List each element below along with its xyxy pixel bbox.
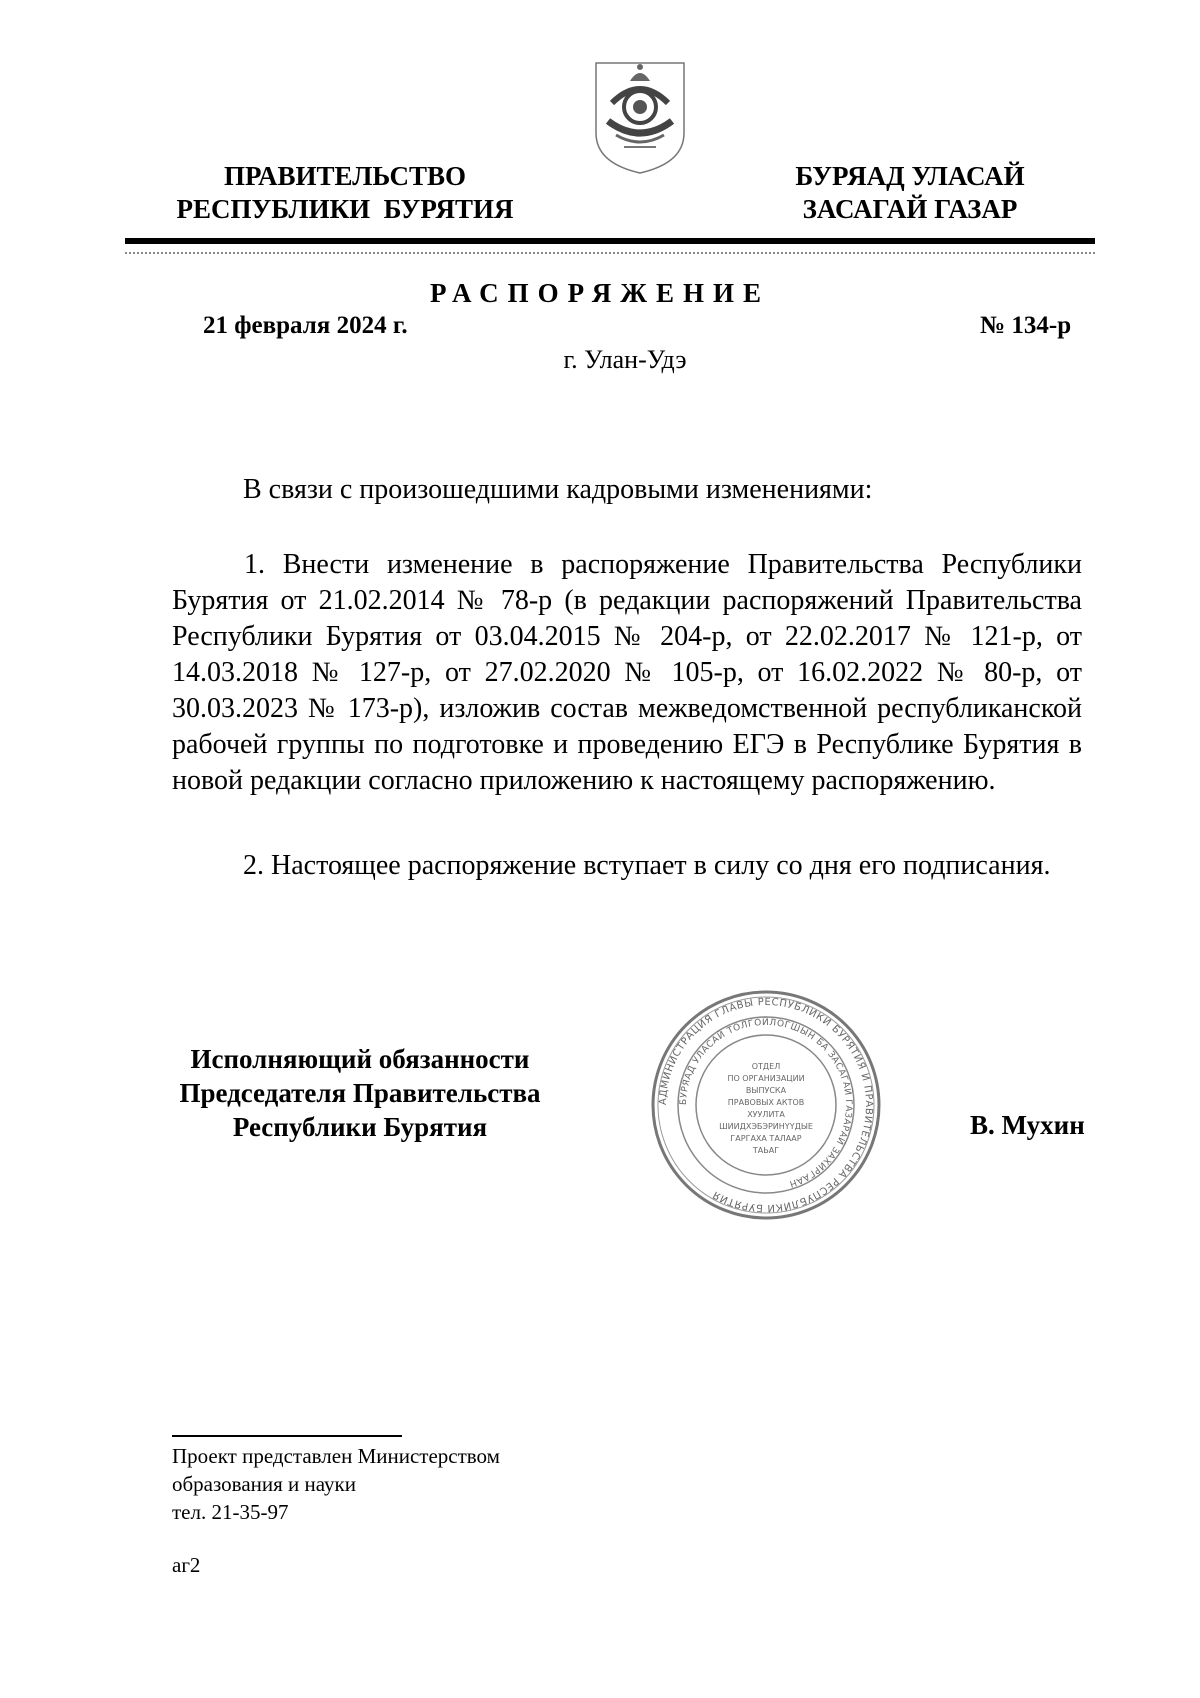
seal-center-line-7: ГАРГАХА ТАЛААР bbox=[730, 1134, 802, 1143]
seal-center-line-6: ШИИДХЭБЭРИНҮҮДЫЕ bbox=[719, 1122, 813, 1131]
document-code: аг2 bbox=[172, 1553, 201, 1577]
document-number: № 134-р bbox=[980, 312, 1072, 339]
coat-of-arms-icon bbox=[590, 55, 690, 177]
intro-paragraph: В связи с произошедшими кадровыми изменениями: bbox=[243, 474, 873, 505]
item-2-paragraph: 2. Настоящее распоряжение вступает в силу со дня его подписания. bbox=[243, 850, 1051, 881]
header-right-title bbox=[760, 160, 1060, 226]
header-left-line-1: ПРАВИТЕЛЬСТВО bbox=[223, 161, 467, 191]
seal-center-line-5: ХУУЛИТА bbox=[747, 1110, 785, 1119]
seal-outer-text: АДМИНИСТРАЦИЯ ГЛАВЫ РЕСПУБЛИКИ БУРЯТИЯ И ПРАВИТЕЛЬСТВА РЕСПУБЛИКИ БУРЯТИЯ bbox=[657, 996, 875, 1214]
header-divider-thick bbox=[125, 238, 1095, 244]
signatory-title-line-1: Исполняющий обязанности bbox=[190, 1044, 530, 1074]
signatory-title bbox=[160, 1042, 560, 1144]
footnote-divider bbox=[172, 1435, 402, 1437]
seal-center-line-4: ПРАВОВЫХ АКТОВ bbox=[727, 1098, 805, 1107]
official-seal-stamp bbox=[648, 987, 884, 1223]
header-right-line-2: ЗАСАГАЙ ГАЗАР bbox=[802, 194, 1018, 224]
item-1-paragraph: 1. Внести изменение в распоряжение Правительства Республики Бурятия от 21.02.2014 № 78-р (в редакции распоряжений Правительства Республики Бурятия от 03.04.2015 № 204-р, от 22.02.2017 № 121-р, от 14.03.2018 № 127-р, от 27.02.2020 № 105-р, от 16.02.2022 № 80-р, от 30.03.2023 № 173-р), изложив состав межведомственной республиканской рабочей группы по подготовке и проведению ЕГЭ в Республике Бурятия в новой редакции согласно приложению к настоящему распоряжению. bbox=[172, 549, 1082, 796]
signatory-name: В. Мухин bbox=[970, 1110, 1085, 1140]
seal-center-line-2: ПО ОРГАНИЗАЦИИ bbox=[727, 1074, 805, 1083]
footnote-line-2: образования и науки bbox=[172, 1472, 356, 1496]
signatory-title-line-3: Республики Бурятия bbox=[232, 1112, 488, 1142]
footnote-line-1: Проект представлен Министерством bbox=[172, 1444, 500, 1468]
header-left-line-2: РЕСПУБЛИКИ БУРЯТИЯ bbox=[176, 194, 514, 224]
document-date: 21 февраля 2024 г. bbox=[203, 312, 408, 339]
footnote-line-3: тел. 21-35-97 bbox=[172, 1500, 289, 1524]
header-divider-thin bbox=[125, 252, 1095, 254]
signatory-title-line-2: Председателя Правительства bbox=[179, 1078, 541, 1108]
document-type: РАСПОРЯЖЕНИЕ bbox=[429, 278, 771, 308]
document-city: г. Улан-Удэ bbox=[563, 345, 687, 374]
header-left-title bbox=[150, 160, 540, 226]
header-right-line-1: БУРЯАД УЛАСАЙ bbox=[795, 161, 1025, 191]
seal-inner-text: БУРЯАД УЛАСАЙ ТОЛГОЙЛОГШЫН БА ЗАСАГАЙ ГАЗАРАЙ ЗАХИРГААН bbox=[678, 1017, 854, 1189]
footnote bbox=[172, 1442, 500, 1526]
seal-center-line-1: ОТДЕЛ bbox=[751, 1062, 781, 1071]
seal-center-line-3: ВЫПУСКА bbox=[745, 1086, 787, 1095]
seal-center-line-8: ТАЬАГ bbox=[752, 1146, 780, 1155]
